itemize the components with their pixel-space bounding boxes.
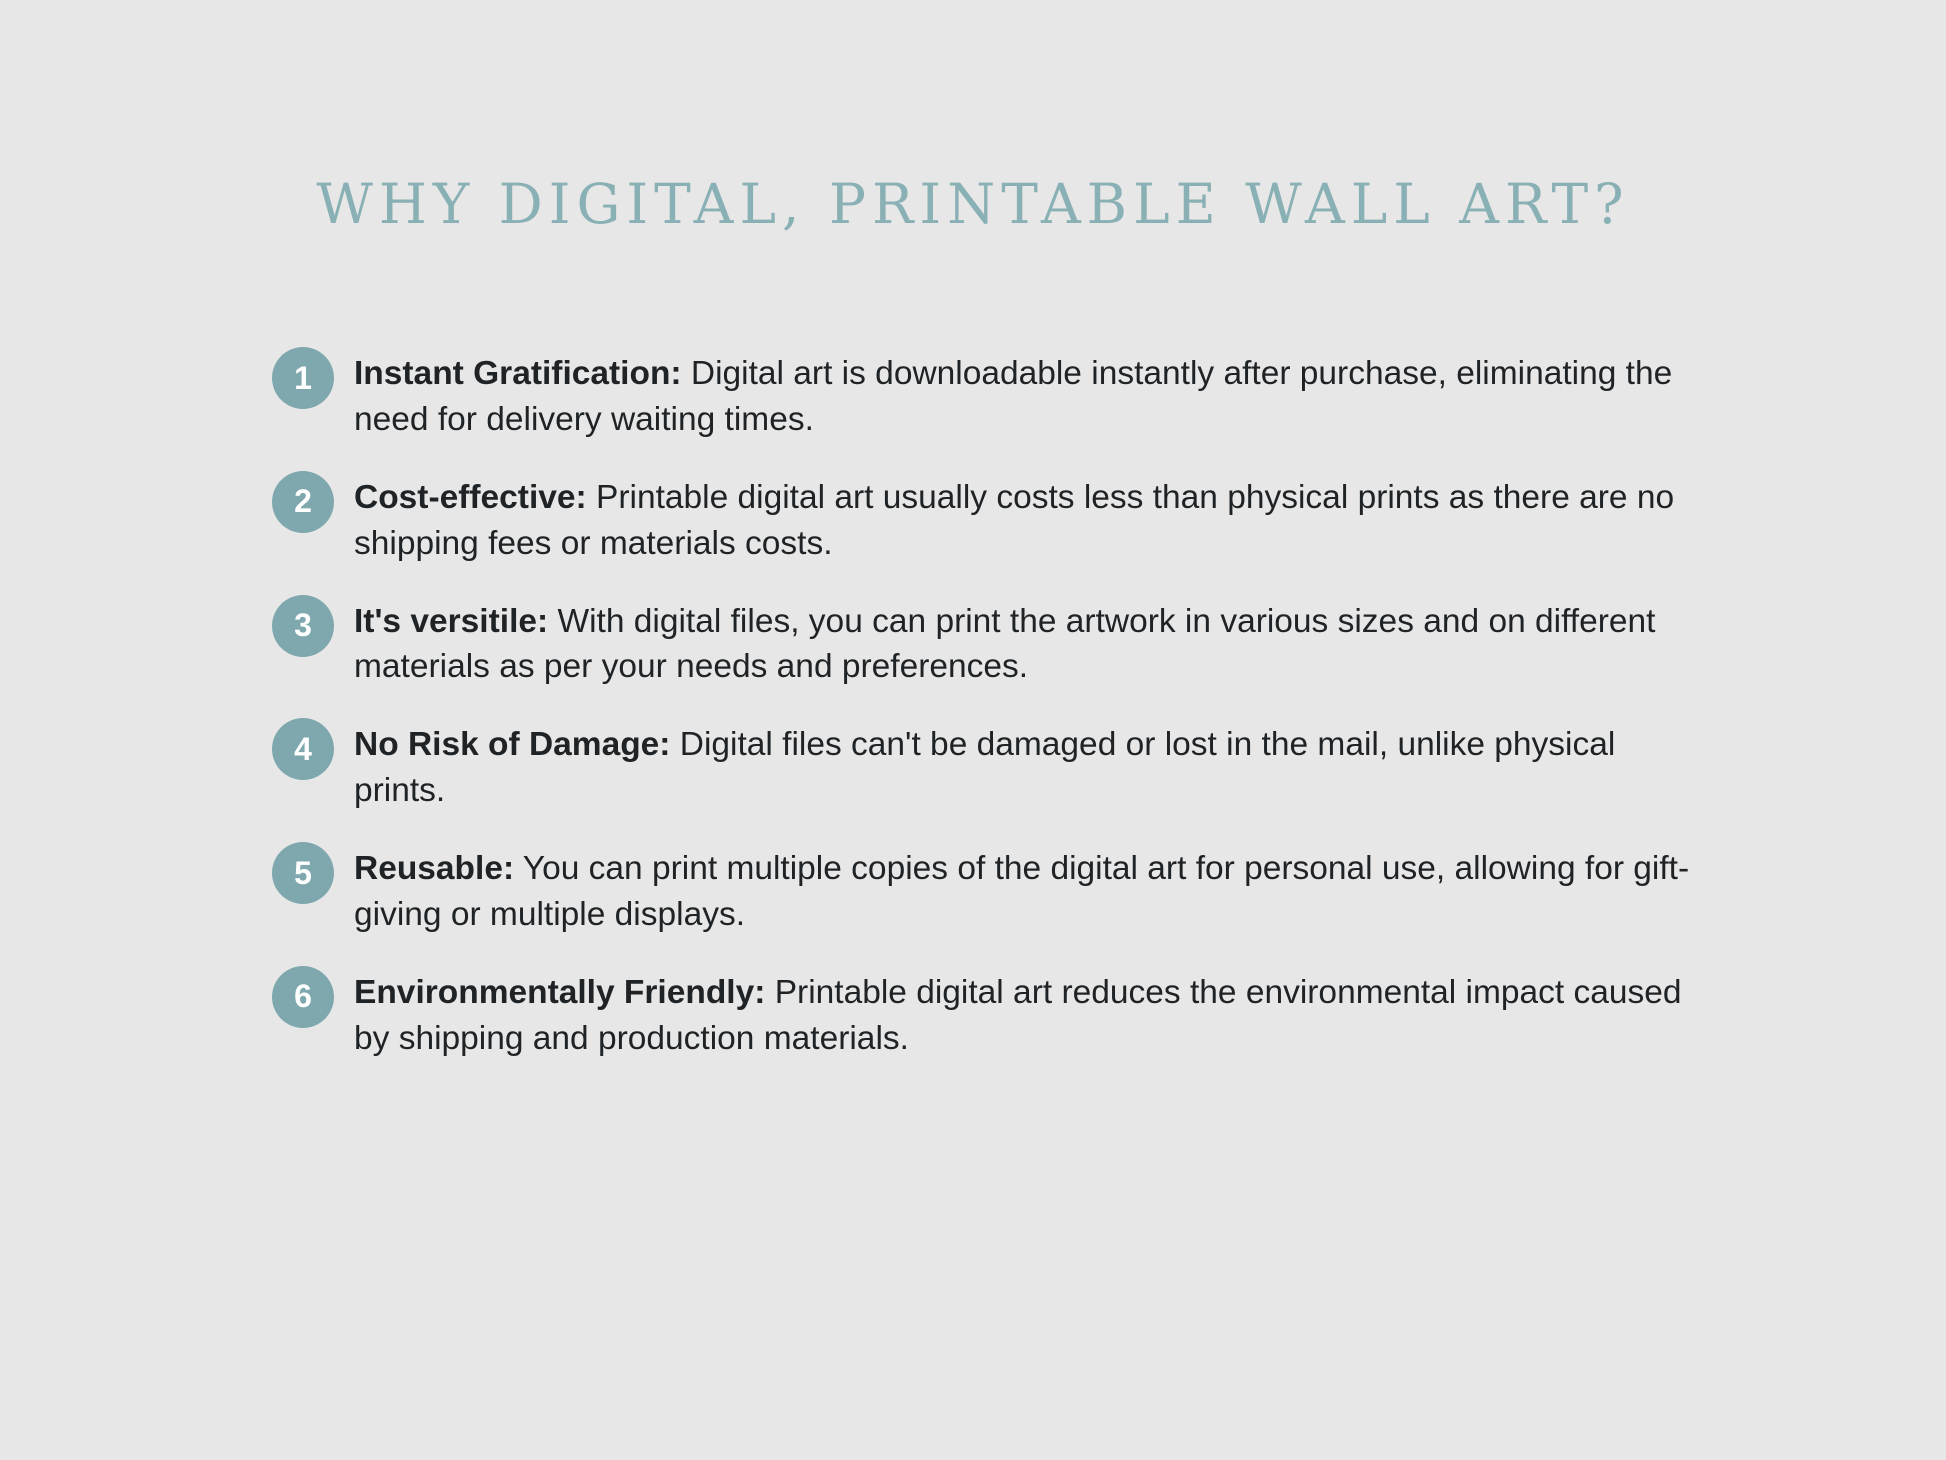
list-item-body: Printable digital art reduces the environmental impact caused by shipping and production materials. <box>354 973 1682 1057</box>
list-item <box>272 469 1702 567</box>
list-item-number-badge: 1 <box>272 347 334 409</box>
page-title: WHY DIGITAL, PRINTABLE WALL ART? <box>316 172 1630 236</box>
list-item <box>272 716 1702 814</box>
list-item-number-badge: 5 <box>272 842 334 904</box>
list-item-body: Digital files can't be damaged or lost in the mail, unlike physical prints. <box>354 726 1616 810</box>
list-item-lead: Environmentally Friendly: <box>354 973 766 1011</box>
list-item-body: With digital files, you can print the artwork in various sizes and on different materials as per your needs and preferences. <box>354 602 1656 686</box>
list-item-lead: No Risk of Damage: <box>354 726 671 764</box>
list-item-body: You can print multiple copies of the digital art for personal use, allowing for gift-giving or multiple displays. <box>354 850 1690 934</box>
list-item-number-badge: 6 <box>272 966 334 1028</box>
list-item-text <box>354 469 1702 567</box>
list-item-lead: Instant Gratification: <box>354 355 682 392</box>
list-item <box>272 964 1702 1062</box>
list-item <box>272 840 1702 938</box>
list-item-text <box>354 593 1702 691</box>
list-item-body: Digital art is downloadable instantly after purchase, eliminating the need for delivery waiting times. <box>354 355 1673 438</box>
list-item-lead: It's versitile: <box>354 602 549 640</box>
list-item-body: Printable digital art usually costs less than physical prints as there are no shipping fees or materials costs. <box>354 478 1675 562</box>
list-item-text <box>354 964 1702 1062</box>
list-item-lead: Cost-effective: <box>354 478 587 516</box>
list-item <box>272 593 1702 691</box>
list-item-text <box>354 716 1702 814</box>
list-item-number-badge: 3 <box>272 595 334 657</box>
list-item-lead: Reusable: <box>354 850 515 888</box>
list-item-text <box>354 840 1702 938</box>
list-item-text <box>354 345 1702 443</box>
list-item-number-badge: 2 <box>272 471 334 533</box>
benefits-list <box>272 345 1702 1088</box>
list-item <box>272 345 1702 443</box>
list-item-number-badge: 4 <box>272 718 334 780</box>
